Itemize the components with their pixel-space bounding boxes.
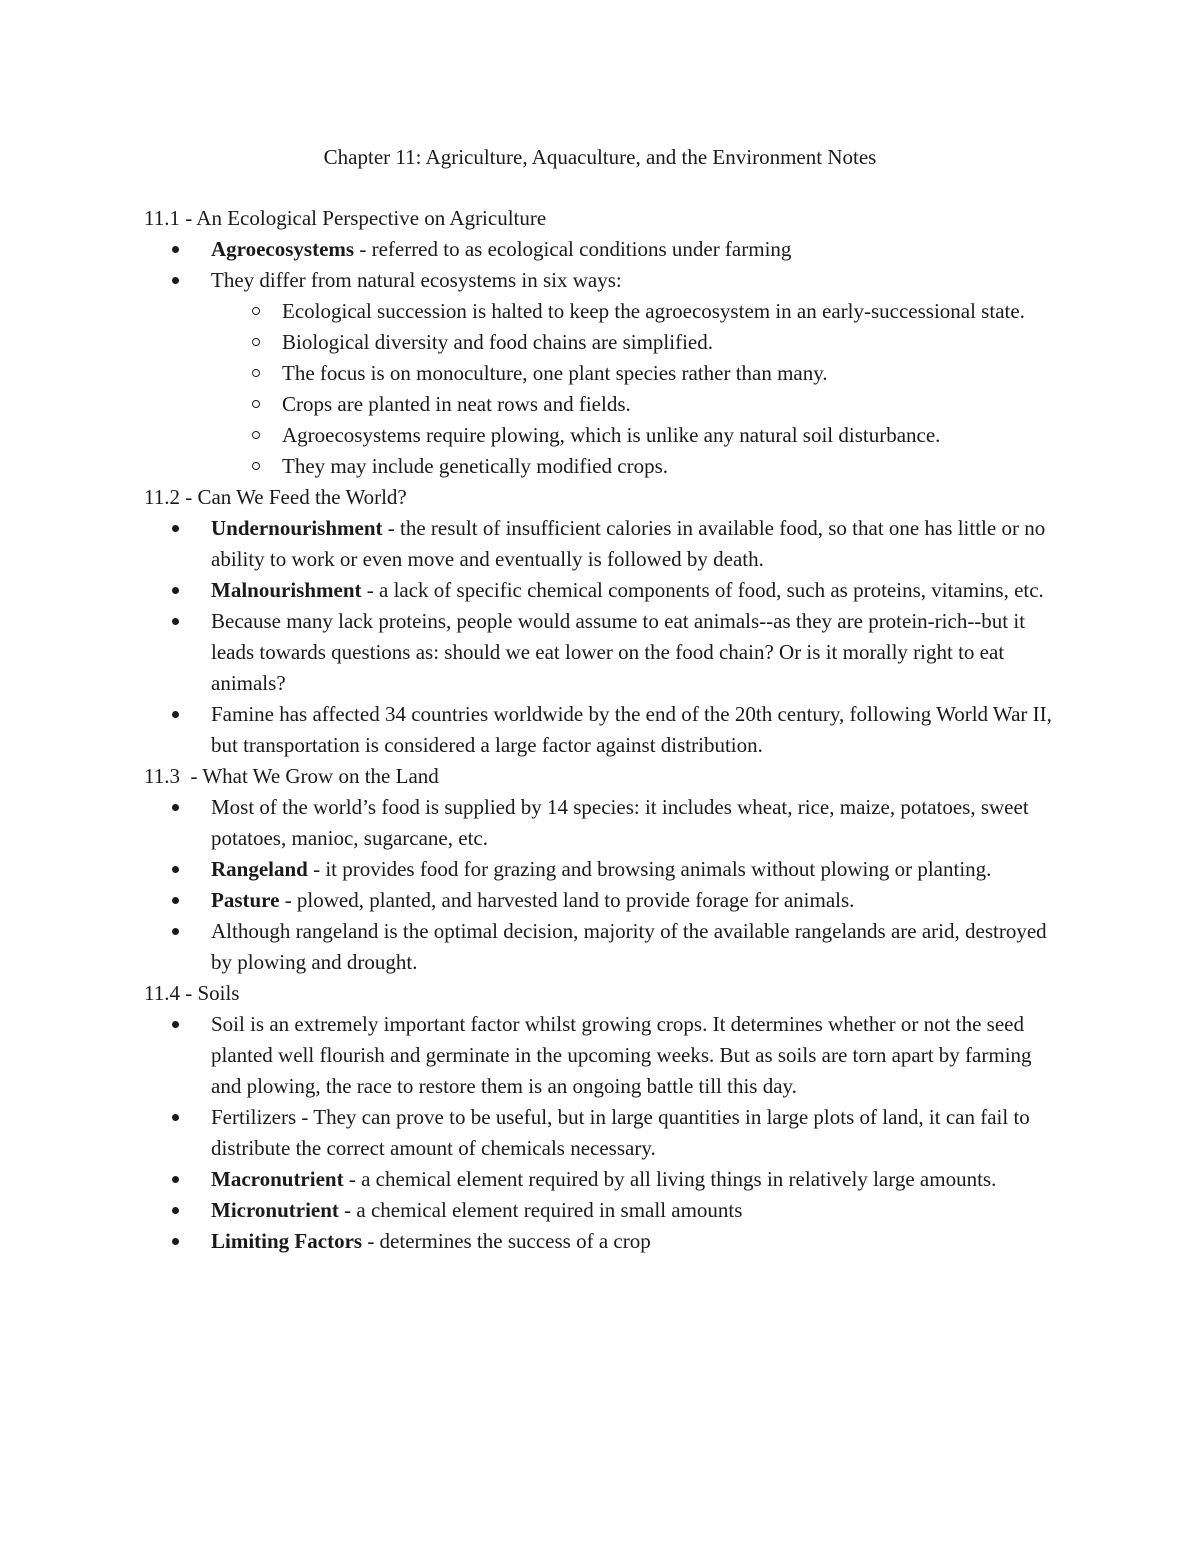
definition: - a chemical element required in small amounts (338, 1198, 743, 1222)
sub-list-item: Agroecosystems require plowing, which is unlike any natural soil disturbance. (282, 420, 1064, 451)
definition: - a chemical element required by all living things in relatively large amounts. (343, 1167, 997, 1191)
sub-list-item: Biological diversity and food chains are simplified. (282, 327, 1064, 358)
term: Macronutrient (211, 1167, 344, 1191)
definition: - the result of insufficient calories in available food, so that one has little or no ability to work or even move and eventually is followed by death. (211, 516, 1046, 571)
list-item (211, 234, 1064, 265)
term: Limiting Factors (211, 1229, 363, 1253)
sub-list-item: Ecological succession is halted to keep the agroecosystem in an early-successional state. (282, 296, 1064, 327)
list-item: Famine has affected 34 countries worldwide by the end of the 20th century, following World War II, but transportation is considered a large factor against distribution. (211, 699, 1064, 761)
bullet-list (144, 1009, 1064, 1257)
section-heading: 11.1 - An Ecological Perspective on Agriculture (144, 206, 547, 230)
sub-list-item: The focus is on monoculture, one plant species rather than many. (282, 358, 1064, 389)
definition: - it provides food for grazing and browsing animals without plowing or planting. (307, 857, 992, 881)
section-11-4 (144, 978, 1064, 1257)
definition: - referred to as ecological conditions under farming (354, 237, 792, 261)
sub-list-item: Crops are planted in neat rows and fields. (282, 389, 1064, 420)
list-item: Soil is an extremely important factor whilst growing crops. It determines whether or not the seed planted well flourish and germinate in the upcoming weeks. But as soils are torn apart by farming and plowing, the race to restore them is an ongoing battle till this day. (211, 1009, 1064, 1102)
term: Undernourishment (211, 516, 383, 540)
list-item (211, 513, 1064, 575)
list-item: Most of the world’s food is supplied by 14 species: it includes wheat, rice, maize, potatoes, sweet potatoes, manioc, sugarcane, etc. (211, 792, 1064, 854)
term: Micronutrient (211, 1198, 339, 1222)
term: Malnourishment (211, 578, 362, 602)
list-item: Because many lack proteins, people would assume to eat animals--as they are protein-rich--but it leads towards questions as: should we eat lower on the food chain? Or is it morally right to eat animals? (211, 606, 1064, 699)
item-text: They differ from natural ecosystems in six ways: (211, 268, 622, 292)
page-title: Chapter 11: Agriculture, Aquaculture, and the Environment Notes (323, 145, 877, 169)
sub-list (211, 296, 1064, 482)
term: Agroecosystems (211, 237, 355, 261)
list-item: Although rangeland is the optimal decision, majority of the available rangelands are arid, destroyed by plowing and drought. (211, 916, 1064, 978)
list-item (211, 1164, 1064, 1195)
list-item (211, 854, 1064, 885)
section-heading: 11.4 - Soils (144, 981, 240, 1005)
list-item (211, 575, 1064, 606)
section-heading: 11.3 - What We Grow on the Land (144, 764, 439, 788)
bullet-list (144, 792, 1064, 978)
sub-list-item: They may include genetically modified crops. (282, 451, 1064, 482)
bullet-list (144, 234, 1064, 482)
bullet-list (144, 513, 1064, 761)
section-11-3 (144, 761, 1064, 978)
list-item: Fertilizers - They can prove to be useful, but in large quantities in large plots of land, it can fail to distribute the correct amount of chemicals necessary. (211, 1102, 1064, 1164)
definition: - determines the success of a crop (362, 1229, 651, 1253)
section-11-1 (144, 203, 1064, 482)
term: Rangeland (211, 857, 308, 881)
section-11-2 (144, 482, 1064, 761)
definition: - a lack of specific chemical components of food, such as proteins, vitamins, etc. (361, 578, 1044, 602)
term: Pasture (211, 888, 280, 912)
list-item (211, 1226, 1064, 1257)
list-item (211, 265, 1064, 482)
definition: - plowed, planted, and harvested land to provide forage for animals. (279, 888, 855, 912)
section-heading: 11.2 - Can We Feed the World? (144, 485, 407, 509)
list-item (211, 885, 1064, 916)
notes-body (144, 203, 1064, 1257)
list-item (211, 1195, 1064, 1226)
